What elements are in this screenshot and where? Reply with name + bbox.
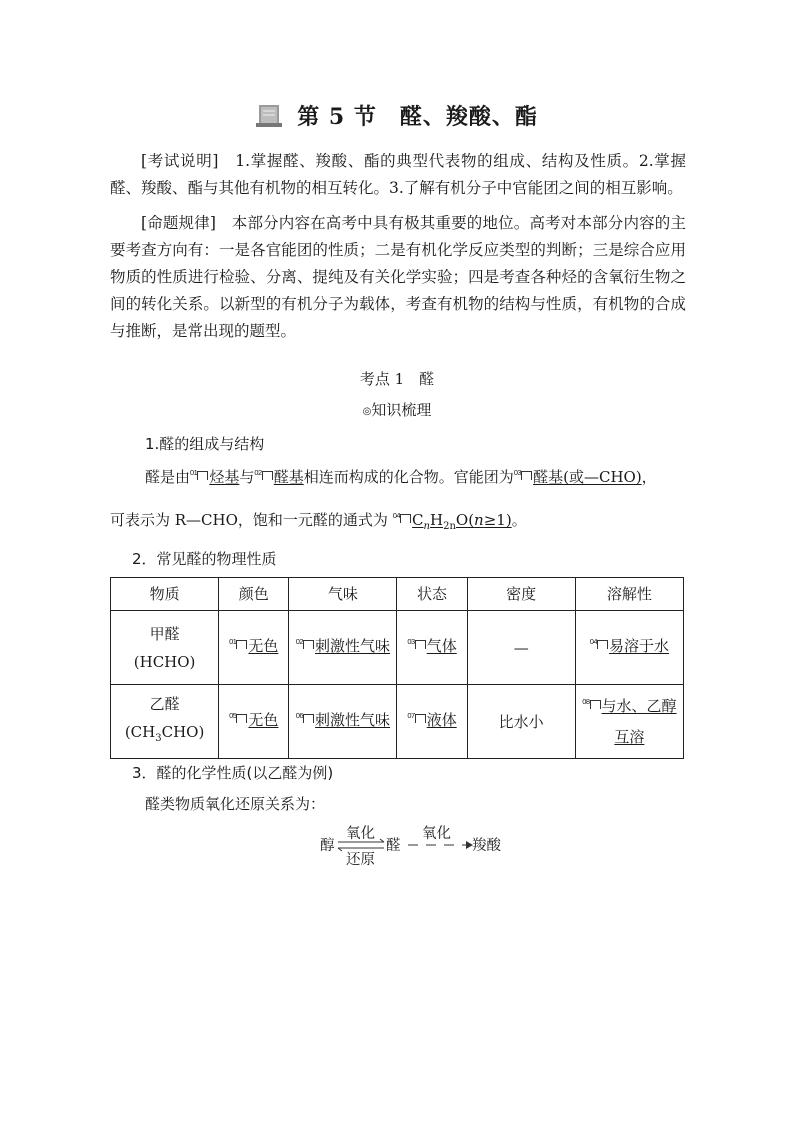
blank-marker-icon: [236, 640, 247, 649]
answer-blank: 醛基(或—CHO): [533, 468, 642, 486]
general-formula: $C_nH_{2n}O(n\ge 1)$: [412, 511, 512, 532]
book-icon: [256, 103, 284, 127]
substance-cell: 乙醛 $(CH_3CHO)$: [111, 685, 219, 759]
blank-marker-icon: [597, 640, 608, 649]
blank-marker-icon: [590, 700, 601, 709]
physical-properties-table: [110, 577, 684, 759]
blank-marker-icon: [400, 514, 411, 523]
rule-tag: [命题规律]: [141, 214, 216, 232]
table-row: [111, 685, 684, 759]
reduction-label-1: 还原: [346, 852, 375, 868]
page-title: 第 5 节 醛、羧酸、酯: [297, 104, 538, 130]
circle-mark-icon: ◎: [362, 406, 372, 417]
section-sub: [0, 399, 794, 420]
chemical-heading: 3．醛的化学性质(以乙醛为例): [132, 764, 334, 782]
title-row: [0, 100, 794, 131]
state-cell: $^{07}$ 液体: [397, 685, 467, 759]
density-cell: 比水小: [467, 685, 575, 759]
blank-number: 02: [254, 468, 262, 477]
rule-text: 本部分内容在高考中具有极其重要的地位。高考对本部分内容的主要考查方向有：一是各官能团的性质；二是有机化学反应类型的判断；三是综合应用物质的性质进行检验、分离、提纯及有关化学实验；四是考查各种烃的含氧衍生物之间的转化关系。以新型的有机分子为载体，考查有机物的结构与性质，有机物的合成与推断，是常出现的题型。: [110, 214, 686, 340]
blank-number: 03: [513, 468, 522, 477]
blank-marker-icon: [236, 714, 247, 723]
oxidation-label-1: 氧化: [346, 826, 375, 842]
table-row: [111, 611, 684, 685]
solubility-cell: $^{08}$ 与水、乙醇互溶: [575, 685, 683, 759]
section-sub-label: 知识梳理: [371, 401, 432, 419]
blank-marker-icon: [415, 714, 426, 723]
smell-cell: $^{02}$ 刺激性气味: [289, 611, 397, 685]
rule-description: [110, 210, 686, 345]
table-header: 密度: [467, 578, 575, 611]
carboxylic-acid-label: 羧酸: [472, 838, 501, 854]
substance-cell: 甲醛 (HCHO): [111, 611, 219, 685]
blank-marker-icon: [303, 640, 314, 649]
redox-scheme: [320, 822, 540, 870]
blank-number: 04: [392, 511, 401, 520]
density-cell: —: [467, 611, 575, 685]
structure-line-1: 醛是由$^{01}$ 烃基与$^{02}$ 醛基相连而构成的化合物。官能团为$^{03}$ 醛基(或—CHO)，: [145, 468, 657, 486]
right-arrow-icon: [404, 840, 474, 850]
answer-blank: 醛基: [273, 468, 304, 486]
structure-line-2: 可表示为 R—CHO，饱和一元醛的通式为 $^{04}$ $C_nH_{2n}O(n\ge 1)$。: [110, 511, 527, 532]
exam-text: 1.掌握醛、羧酸、酯的典型代表物的组成、结构及性质。2.掌握醛、羧酸、酯与其他有机物的相互转化。3.了解有机分子中官能团之间的相互影响。: [110, 152, 686, 197]
blank-marker-icon: [197, 471, 208, 480]
table-header: 颜色: [219, 578, 289, 611]
solubility-cell: $^{04}$ 易溶于水: [575, 611, 683, 685]
physical-heading: 2．常见醛的物理性质: [132, 550, 277, 568]
structure-heading: 1.醛的组成与结构: [145, 435, 265, 453]
table-header: 溶解性: [575, 578, 683, 611]
table-header: 物质: [111, 578, 219, 611]
section-point: 考点 1 醛: [359, 370, 435, 388]
aldehyde-label: 醛: [386, 838, 401, 854]
alcohol-label: 醇: [320, 838, 335, 854]
table-header: 气味: [289, 578, 397, 611]
table-header-row: [111, 578, 684, 611]
exam-tag: [考试说明]: [141, 152, 219, 170]
blank-marker-icon: [303, 714, 314, 723]
exam-description: [110, 148, 686, 202]
blank-marker-icon: [521, 471, 532, 480]
color-cell: $^{01}$ 无色: [219, 611, 289, 685]
smell-cell: $^{06}$ 刺激性气味: [289, 685, 397, 759]
answer-blank: 烃基: [209, 468, 240, 486]
blank-marker-icon: [415, 640, 426, 649]
table-header: 状态: [397, 578, 467, 611]
oxidation-label-2: 氧化: [422, 826, 451, 842]
blank-marker-icon: [262, 471, 273, 480]
chemical-intro: 醛类物质氧化还原关系为：: [145, 795, 326, 813]
blank-number: 01: [190, 468, 198, 477]
state-cell: $^{03}$ 气体: [397, 611, 467, 685]
color-cell: $^{05}$ 无色: [219, 685, 289, 759]
